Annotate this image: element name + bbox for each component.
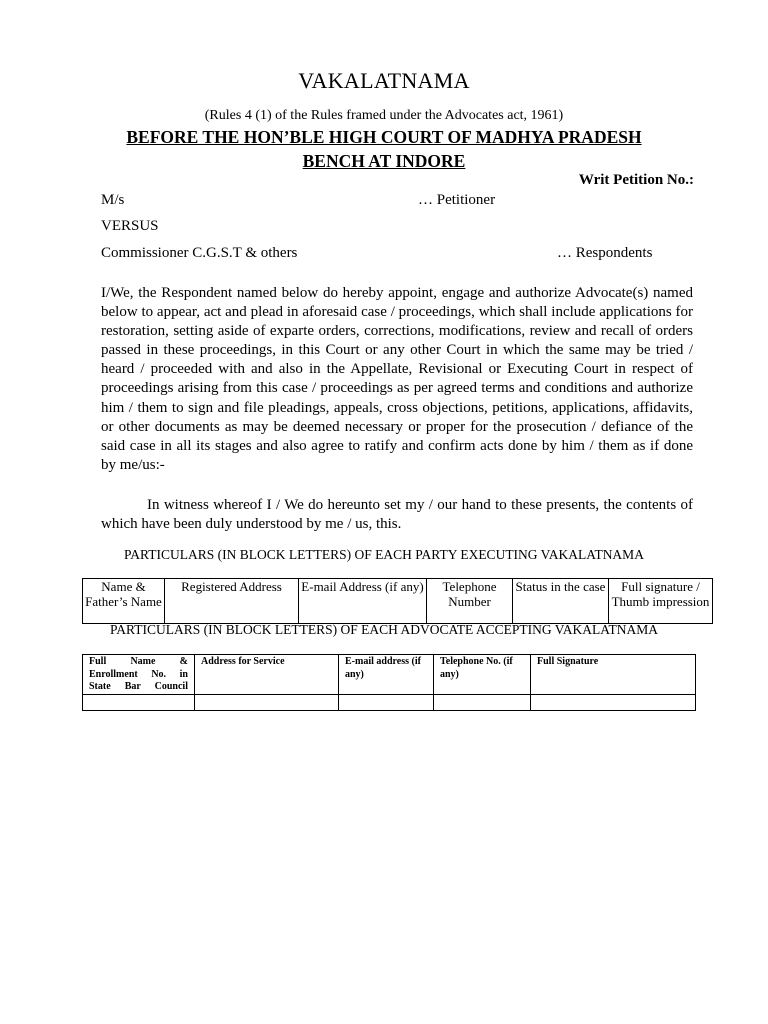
table-row [83,579,713,624]
table-header-cell: Full Signature [531,655,696,695]
advocate-particulars-heading: PARTICULARS (IN BLOCK LETTERS) OF EACH ADVOCATE ACCEPTING VAKALATNAMA [110,622,658,637]
witness-paragraph: In witness whereof I / We do hereunto set my / our hand to these presents, the contents of which have been duly understood by me / us, this. [101,497,693,533]
party-particulars-table [82,578,713,624]
table-header-cell: Full Name & Enrollment No. in State Bar Council [83,655,195,695]
versus-label: VERSUS [101,218,159,234]
table-header-cell: Name & Father’s Name [83,579,165,624]
court-name-line-1: BEFORE THE HON’BLE HIGH COURT OF MADHYA PRADESH [126,127,642,147]
table-cell [531,695,696,711]
court-name-line-2: BENCH AT INDORE [302,151,466,171]
table-row [83,695,696,711]
table-header-cell: Telephone Number [427,579,513,624]
table-header-cell: Full signature / Thumb impression [609,579,713,624]
table-cell [434,695,531,711]
table-header-cell: Address for Service [195,655,339,695]
respondent-name: Commissioner C.G.S.T & others [101,245,298,261]
petitioner-label: … Petitioner [418,192,496,208]
petitioner-name: M/s [101,192,125,208]
document-title: VAKALATNAMA [298,68,470,93]
writ-petition-number: Writ Petition No.: [578,172,694,188]
table-row [83,655,696,695]
table-header-cell: Telephone No. (if any) [434,655,531,695]
appointment-paragraph: I/We, the Respondent named below do hereby appoint, engage and authorize Advocate(s) named below to appear, act and plead in aforesaid case / proceedings, which shall include applications for restoration, setting aside of exparte orders, corrections, modifications, review and recall of orders passed in these proceedings, in this Court or any other Court in which the same may be tried / heard / proceeded with and also in the Appellate, Revisional or Executing Court in respect of proceedings arising from this case / proceedings as per agreed terms and conditions and authorize him / them to sign and file pleadings, appeals, cross objections, petitions, applications, affidavits, or other documents as may be deemed necessary or proper for the prosecution / defiance of the said case in all its stages and also agree to ratify and confirm acts done by him / them as if done by me/us:- [101,285,693,473]
table-header-cell: E-mail address (if any) [339,655,434,695]
rules-subtitle: (Rules 4 (1) of the Rules framed under the Advocates act, 1961) [204,108,564,123]
table-cell [339,695,434,711]
table-header-cell: Status in the case [513,579,609,624]
advocate-particulars-table [82,654,696,711]
table-cell [195,695,339,711]
table-header-cell: E-mail Address (if any) [299,579,427,624]
respondent-label: … Respondents [557,245,653,261]
table-header-cell: Registered Address [165,579,299,624]
table-cell [83,695,195,711]
party-particulars-heading: PARTICULARS (IN BLOCK LETTERS) OF EACH PARTY EXECUTING VAKALATNAMA [124,547,644,562]
